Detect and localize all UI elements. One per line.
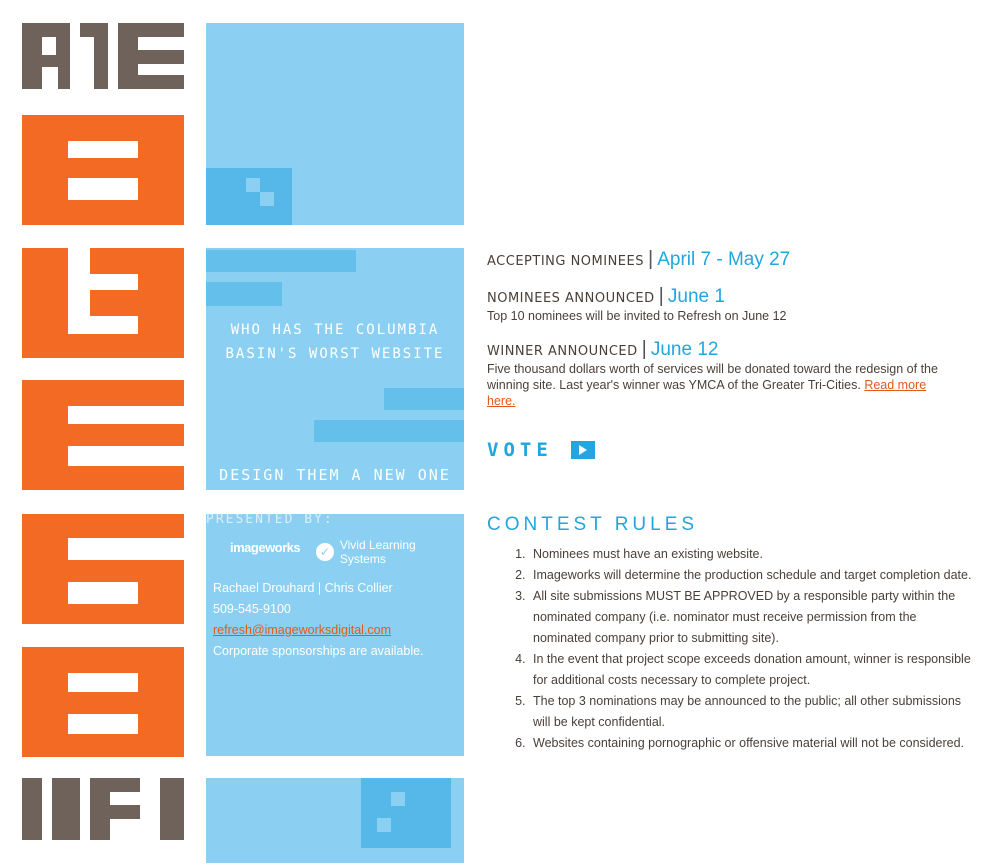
contact-line	[213, 599, 463, 641]
hero-panel-tagline	[206, 248, 464, 490]
read-more-link[interactable]: Read more here.	[487, 378, 927, 408]
rule-item: 2. Imageworks will determine the production schedule and target completion date.	[529, 565, 977, 586]
tagline-line-3: DESIGN THEM A NEW ONE	[219, 466, 451, 484]
separator: |	[648, 248, 654, 270]
hero-panel-bottom	[206, 778, 464, 863]
separator: |	[641, 338, 647, 360]
winner-note-text: Five thousand dollars worth of services will be donated toward the redesign of the winning site. Last year's winner was YMCA of the Greater Tri-Cities.	[487, 362, 938, 392]
sponsor-panel	[206, 514, 464, 756]
winner-row	[487, 338, 977, 361]
rule-item: 1. Nominees must have an existing website.	[529, 544, 977, 565]
winner-note	[487, 361, 957, 409]
rules-section	[487, 514, 977, 754]
rule-item: 4. In the event that project scope exceeds donation amount, winner is responsible for additional costs necessary to complete project.	[529, 649, 977, 691]
vivid-logo-text: Vivid Learning Systems	[339, 538, 416, 566]
rules-list	[487, 544, 977, 754]
rule-item: 5. The top 3 nominations may be announced to the public; all other submissions will be kept confidential.	[529, 691, 977, 733]
contact-names: Rachael Drouhard | Chris Collier	[213, 581, 393, 595]
announced-label: NOMINEES ANNOUNCED	[487, 291, 655, 306]
imageworks-logo: imageworks	[230, 540, 301, 555]
hero-panel-top	[206, 23, 464, 225]
separator: |	[658, 285, 664, 307]
announced-date: June 1	[667, 286, 725, 307]
schedule-section	[487, 248, 977, 409]
accepting-date: April 7 - May 27	[657, 249, 791, 270]
presented-by-label: PRESENTED BY:	[206, 514, 334, 527]
rule-item: 6. Websites containing pornographic or offensive material will not be considered.	[529, 733, 977, 754]
rules-title: CONTEST RULES	[487, 514, 699, 535]
tagline-line-2: BASIN'S WORST WEBSITE	[225, 346, 445, 362]
vote-button[interactable]	[487, 440, 595, 460]
winner-date: June 12	[650, 339, 719, 360]
arrow-right-icon	[571, 441, 595, 459]
refresh-logo-graphic	[0, 0, 190, 863]
vivid-logo	[316, 538, 464, 566]
vote-label: VOTE	[487, 439, 553, 461]
rule-item: 3. All site submissions MUST BE APPROVED by a responsible party within the nominated company (i.e. nominator must receive permission from the nominated company prior to submitting site).	[529, 586, 977, 649]
tagline-line-1: WHO HAS THE COLUMBIA	[230, 322, 440, 338]
announced-note: Top 10 nominees will be invited to Refresh on June 12	[487, 309, 787, 323]
contact-phone: 509-545-9100	[213, 602, 291, 616]
winner-label: WINNER ANNOUNCED	[487, 344, 638, 359]
refresh-vertical-logo	[0, 0, 190, 863]
sponsorship-note: Corporate sponsorships are available.	[213, 644, 424, 658]
check-badge-icon: ✓	[316, 543, 334, 561]
accepting-label: ACCEPTING NOMINEES	[487, 254, 644, 269]
contact-email-link[interactable]: refresh@imageworksdigital.com	[213, 623, 392, 637]
announced-row	[487, 285, 977, 308]
pixel-glyphs-top	[206, 248, 356, 308]
pixel-glyphs-mid	[314, 388, 464, 448]
accepting-row	[487, 248, 977, 271]
